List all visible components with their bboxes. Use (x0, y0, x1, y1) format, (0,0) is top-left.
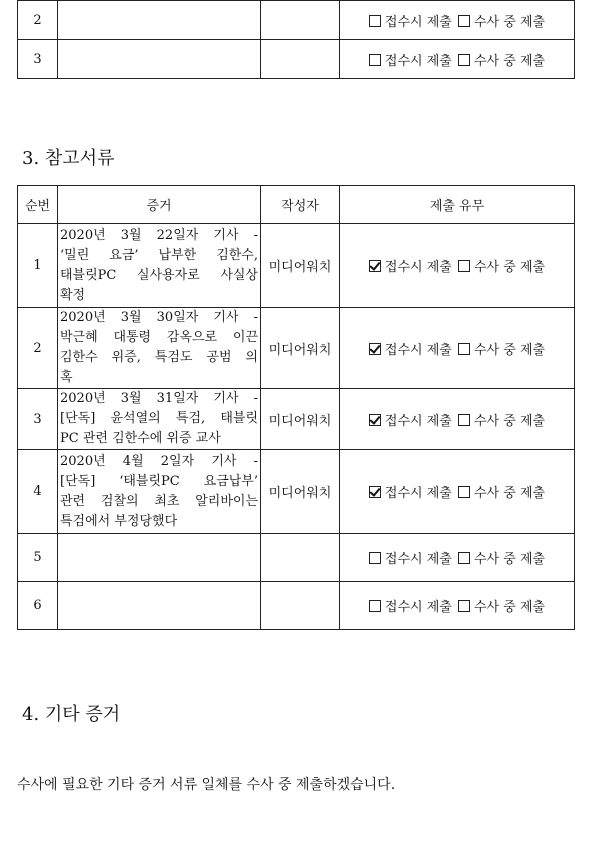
evidence-line: [단독] 윤석열의 특검, 태블릿 (60, 411, 258, 426)
on-receipt-label: 접수시 제출 (384, 342, 452, 358)
row-number: 2 (18, 308, 58, 389)
evidence-cell (58, 389, 261, 450)
author-cell (261, 40, 340, 79)
evidence-line: 확정 (60, 287, 86, 303)
during-investigation-label: 수사 중 제출 (474, 552, 546, 567)
row-number: 6 (18, 582, 58, 630)
on-receipt-label: 접수시 제출 (384, 552, 452, 567)
submission-cell (340, 1, 575, 40)
on-receipt-label: 접수시 제출 (384, 486, 452, 501)
row-number: 5 (18, 534, 58, 582)
evidence-line: 혹 (60, 370, 73, 385)
on-receipt-checkbox[interactable] (369, 414, 381, 426)
during-investigation-label: 수사 중 제출 (474, 600, 546, 615)
during-investigation-checkbox[interactable] (458, 54, 470, 66)
table-row (18, 40, 575, 79)
reference-documents-table (17, 185, 575, 630)
evidence-line: [단독] ‘태블릿PC 요금납부’ (60, 473, 258, 489)
top-evidence-table (17, 0, 575, 79)
during-investigation-checkbox[interactable] (458, 15, 470, 27)
author-cell: 미디어워치 (261, 308, 340, 389)
evidence-cell (58, 1, 261, 40)
author-cell (261, 534, 340, 582)
header-author: 작성자 (261, 186, 340, 224)
author-cell: 미디어워치 (261, 389, 340, 450)
on-receipt-checkbox[interactable] (369, 15, 381, 27)
evidence-cell (58, 582, 261, 630)
evidence-line: 2020년 3월 22일자 기사 - (60, 227, 258, 243)
during-investigation-checkbox[interactable] (458, 343, 470, 355)
during-investigation-checkbox[interactable] (458, 552, 470, 564)
evidence-line: 2020년 3월 31일자 기사 - (60, 391, 258, 406)
evidence-line: 김한수 위증, 특검도 공범 의 (60, 350, 258, 365)
author-cell (261, 1, 340, 40)
on-receipt-checkbox[interactable] (369, 260, 381, 272)
table-row (18, 224, 575, 308)
table-row (18, 308, 575, 389)
author-cell: 미디어워치 (261, 224, 340, 308)
author-cell: 미디어워치 (261, 450, 340, 534)
on-receipt-checkbox[interactable] (369, 54, 381, 66)
row-number: 3 (18, 389, 58, 450)
table-row (18, 389, 575, 450)
row-number: 2 (18, 1, 58, 40)
table-header-row (18, 186, 575, 224)
evidence-cell (58, 534, 261, 582)
evidence-line: 2020년 4월 2일자 기사 - (60, 453, 258, 469)
evidence-cell (58, 40, 261, 79)
table-row (18, 450, 575, 534)
during-investigation-checkbox[interactable] (458, 600, 470, 612)
on-receipt-label: 접수시 제출 (384, 53, 452, 69)
author-cell (261, 582, 340, 630)
section3-title: 3. 참고서류 (22, 148, 115, 169)
evidence-line: 태블릿PC 실사용자로 사실상 (60, 267, 258, 283)
evidence-line: 박근혜 대통령 감옥으로 이끈 (60, 330, 258, 345)
table-row (18, 1, 575, 40)
table-row (18, 582, 575, 630)
during-investigation-checkbox[interactable] (458, 414, 470, 426)
during-investigation-label: 수사 중 제출 (474, 413, 546, 429)
on-receipt-label: 접수시 제출 (384, 600, 452, 615)
during-investigation-label: 수사 중 제출 (474, 53, 546, 69)
during-investigation-label: 수사 중 제출 (474, 14, 546, 30)
on-receipt-checkbox[interactable] (369, 486, 381, 498)
evidence-line: 2020년 3월 30일자 기사 - (60, 310, 258, 325)
submission-cell (340, 389, 575, 450)
row-number: 3 (18, 40, 58, 79)
header-submission: 제출 유무 (340, 186, 575, 224)
row-number: 4 (18, 450, 58, 534)
evidence-line: PC 관련 김한수에 위증 교사 (60, 431, 221, 446)
evidence-cell (58, 224, 261, 308)
row-number: 1 (18, 224, 58, 308)
during-investigation-label: 수사 중 제출 (474, 342, 546, 358)
during-investigation-checkbox[interactable] (458, 486, 470, 498)
on-receipt-checkbox[interactable] (369, 552, 381, 564)
during-investigation-checkbox[interactable] (458, 260, 470, 272)
on-receipt-label: 접수시 제출 (384, 260, 452, 275)
evidence-cell (58, 450, 261, 534)
on-receipt-label: 접수시 제출 (384, 14, 452, 30)
during-investigation-label: 수사 중 제출 (474, 260, 546, 275)
submission-cell (340, 450, 575, 534)
submission-cell (340, 224, 575, 308)
evidence-line: 관련 검찰의 최초 알리바이는 (60, 493, 258, 509)
evidence-line: 특검에서 부정당했다 (60, 513, 178, 529)
submission-cell (340, 40, 575, 79)
evidence-cell (58, 308, 261, 389)
section4-text: 수사에 필요한 기타 증거 서류 일체를 수사 중 제출하겠습니다. (17, 777, 396, 793)
submission-cell (340, 534, 575, 582)
on-receipt-checkbox[interactable] (369, 600, 381, 612)
table-row (18, 534, 575, 582)
header-evidence: 증거 (58, 186, 261, 224)
evidence-line: ‘밀린 요금’ 납부한 김한수, (60, 247, 258, 263)
on-receipt-label: 접수시 제출 (384, 413, 452, 429)
submission-cell (340, 308, 575, 389)
section4-title: 4. 기타 증거 (22, 704, 121, 725)
submission-cell (340, 582, 575, 630)
header-num: 순번 (18, 186, 58, 224)
during-investigation-label: 수사 중 제출 (474, 486, 546, 501)
on-receipt-checkbox[interactable] (369, 343, 381, 355)
